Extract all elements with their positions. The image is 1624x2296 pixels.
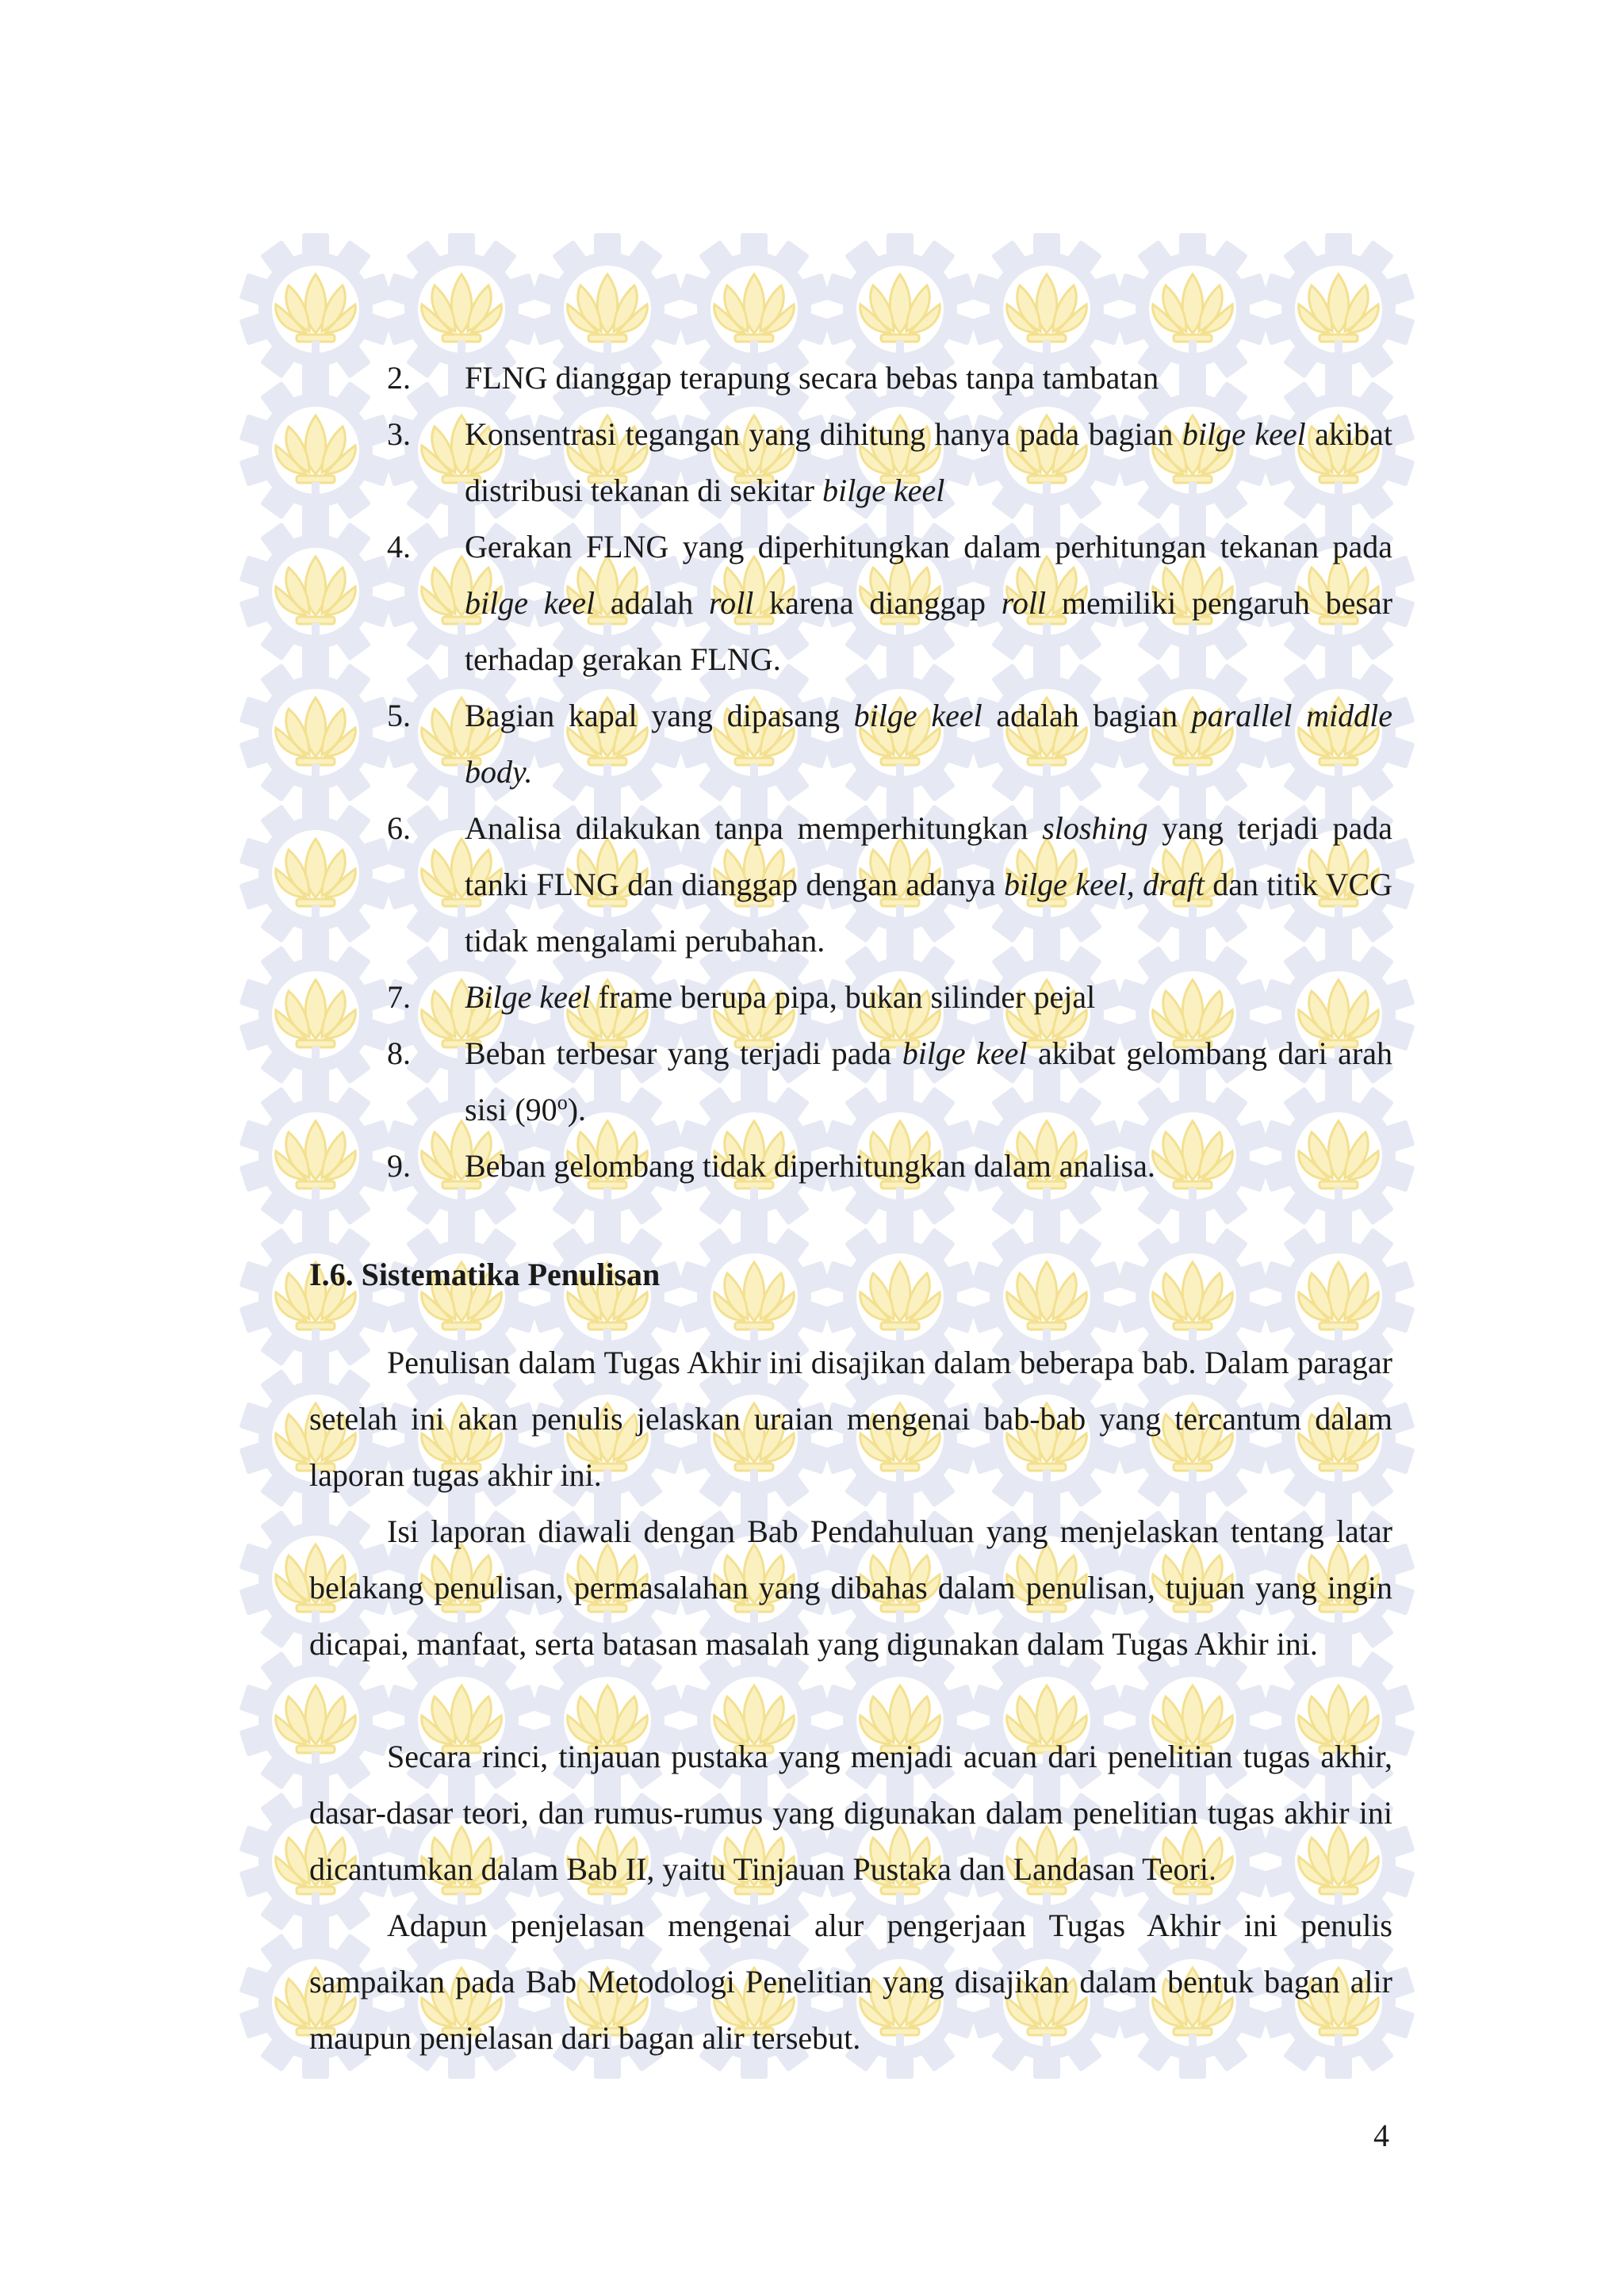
list-item — [387, 519, 1392, 687]
list-item-text — [465, 1025, 1392, 1138]
italic-term: bilge keel — [822, 473, 945, 508]
text-run: ). — [567, 1092, 587, 1127]
text-run: adalah — [595, 585, 709, 621]
text-run: frame berupa pipa, bukan silinder pejal — [590, 979, 1096, 1015]
body-paragraph — [309, 1728, 1392, 1897]
list-item-text — [465, 406, 1392, 519]
list-item-number: 6. — [387, 810, 411, 846]
paragraph-text: Adapun penjelasan mengenai alur pengerjaan Tugas Akhir ini penulis sampaikan pada Bab Metodologi Penelitian yang disajikan dalam bentuk bagan alir maupun penjelasan dari bagan alir tersebut. — [309, 1908, 1392, 2056]
text-run: yang terjadi pada tanki FLNG dan dianggap dengan adanya — [465, 810, 1393, 902]
list-item-text — [465, 519, 1392, 687]
text-run: Bagian kapal yang dipasang — [465, 698, 854, 733]
list-item-number: 5. — [387, 698, 411, 733]
list-item — [387, 1025, 1392, 1138]
list-item-number: 3. — [387, 416, 411, 452]
italic-term: bilge keel — [853, 698, 982, 733]
text-run: Konsentrasi tegangan yang dihitung hanya pada bagian — [465, 416, 1182, 452]
body-paragraph — [309, 1503, 1392, 1672]
list-item — [387, 406, 1392, 519]
text-run: FLNG dianggap terapung secara bebas tanpa tambatan — [465, 360, 1159, 396]
body-paragraph — [309, 1334, 1392, 1503]
italic-term: bilge keel — [902, 1035, 1028, 1071]
italic-term: parallel middle body. — [465, 698, 1393, 790]
list-item-number: 8. — [387, 1035, 411, 1071]
list-item-text — [465, 800, 1392, 969]
list-item-text — [465, 1138, 1392, 1194]
italic-term: roll — [709, 585, 754, 621]
list-item — [387, 800, 1392, 969]
text-run: akibat distribusi tekanan di sekitar — [465, 416, 1393, 508]
paragraph-text: Penulisan dalam Tugas Akhir ini disajikan dalam beberapa bab. Dalam paragar setelah ini akan penulis jelaskan uraian mengenai bab-bab yang tercantum dalam laporan tugas akhir ini. — [309, 1345, 1392, 1493]
list-item-text — [465, 969, 1392, 1025]
text-run: Gerakan FLNG yang diperhitungkan dalam perhitungan tekanan pada — [465, 529, 1392, 564]
section-heading: I.6. Sistematika Penulisan — [309, 1257, 661, 1292]
text-run: Analisa dilakukan tanpa memperhitungkan — [465, 810, 1043, 846]
list-item-number: 9. — [387, 1148, 411, 1184]
italic-term: sloshing — [1042, 810, 1148, 846]
list-item-number: 2. — [387, 360, 411, 396]
text-run: karena dianggap — [753, 585, 1002, 621]
paragraph-text: Isi laporan diawali dengan Bab Pendahuluan yang menjelaskan tentang latar belakang penulisan, permasalahan yang dibahas dalam penulisan, tujuan yang ingin dicapai, manfaat, serta batasan masalah yang digunakan dalam Tugas Akhir ini. — [309, 1513, 1392, 1662]
list-item — [387, 687, 1392, 800]
paragraph-text: Secara rinci, tinjauan pustaka yang menjadi acuan dari penelitian tugas akhir, dasar-dasar teori, dan rumus-rumus yang digunakan dalam penelitian tugas akhir ini dicantumkan dalam Bab II, yaitu Tinjauan Pustaka dan Landasan Teori. — [309, 1739, 1392, 1887]
list-item — [387, 1138, 1392, 1194]
text-run: memiliki pengaruh besar terhadap gerakan FLNG. — [465, 585, 1393, 677]
list-item-number: 7. — [387, 979, 411, 1015]
text-run: akibat gelombang dari arah sisi (90 — [465, 1035, 1393, 1127]
italic-term: bilge keel — [465, 585, 596, 621]
list-item-text — [465, 687, 1392, 800]
text-run: Beban gelombang tidak diperhitungkan dalam analisa. — [465, 1148, 1155, 1184]
list-item-text — [465, 350, 1392, 406]
list-item — [387, 969, 1392, 1025]
text-run: dan titik VCG tidak mengalami perubahan. — [465, 867, 1393, 959]
text-run: Beban terbesar yang terjadi pada — [465, 1035, 902, 1071]
superscript: o — [557, 1091, 568, 1114]
list-item-number: 4. — [387, 529, 411, 564]
list-item — [387, 350, 1392, 406]
italic-term: bilge keel — [1182, 416, 1306, 452]
italic-term: roll — [1001, 585, 1047, 621]
body-paragraph — [309, 1897, 1392, 2066]
italic-term: bilge keel, draft — [1003, 867, 1205, 902]
text-run: adalah bagian — [982, 698, 1192, 733]
page-number: 4 — [1373, 2118, 1389, 2153]
italic-term: Bilge keel — [465, 979, 591, 1015]
